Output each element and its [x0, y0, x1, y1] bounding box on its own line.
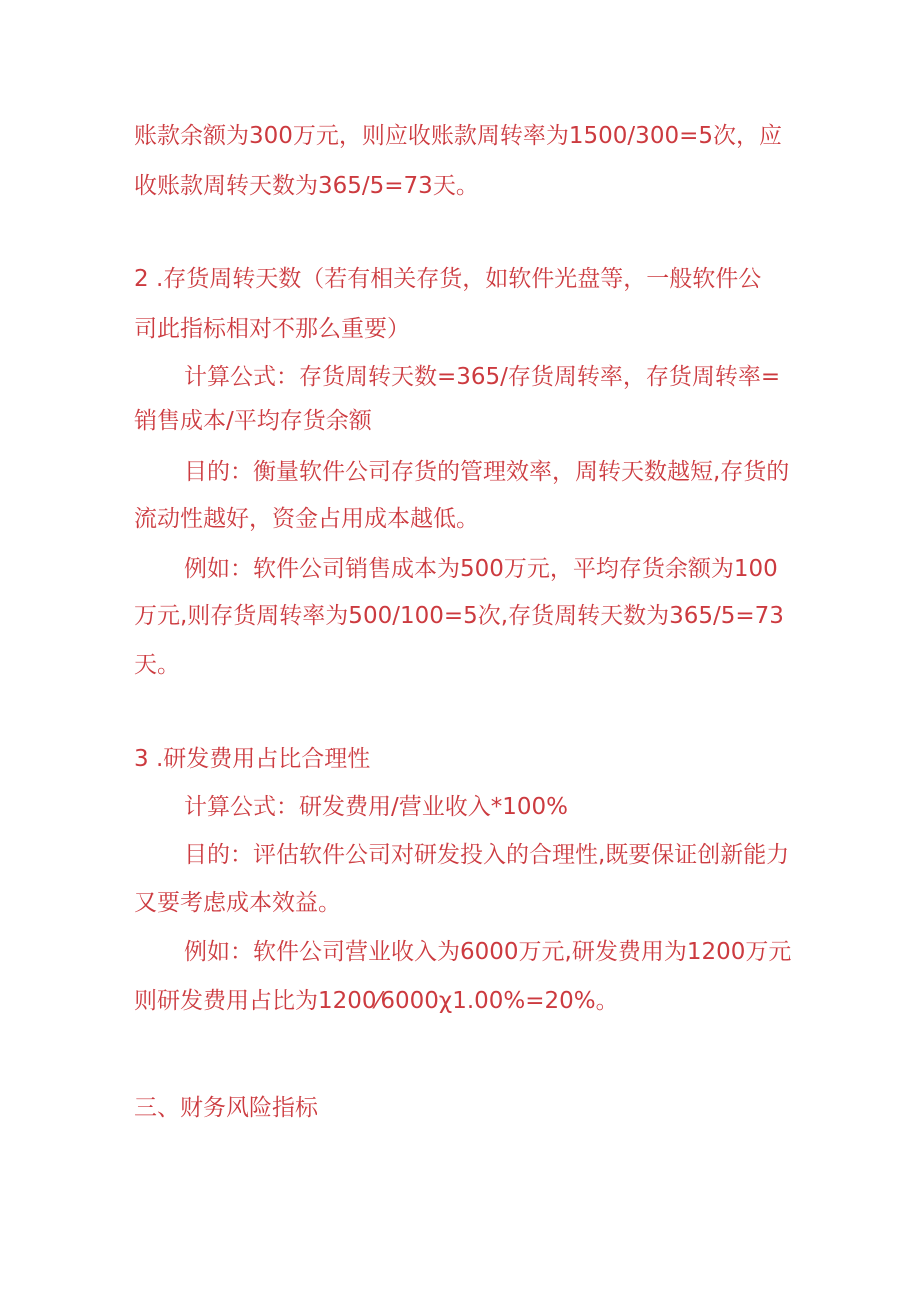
inventory-example-line-3: 天。 [134, 652, 180, 678]
receivables-example-line-1: 账款余额为300万元，则应收账款周转率为1500/300=5次，应 [134, 123, 782, 149]
rd-heading: 3 .研发费用占比合理性 [134, 746, 371, 772]
inventory-purpose-line-1: 目的：衡量软件公司存货的管理效率，周转天数越短,存货的 [184, 459, 790, 485]
receivables-example-line-2: 收账款周转天数为365/5=73天。 [134, 173, 479, 199]
rd-formula: 计算公式：研发费用/营业收入*100% [184, 794, 569, 820]
inventory-heading-line-1: 2 .存货周转天数（若有相关存货，如软件光盘等，一般软件公 [134, 266, 762, 292]
inventory-purpose-line-2: 流动性越好，资金占用成本越低。 [134, 506, 479, 532]
inventory-formula-line-2: 销售成本/平均存货余额 [134, 408, 372, 434]
inventory-example-line-1: 例如：软件公司销售成本为500万元，平均存货余额为100 [184, 556, 778, 582]
rd-purpose-line-2: 又要考虑成本效益。 [134, 890, 341, 916]
rd-example-line-2: 则研发费用占比为1200⁄6000χ1.00%=20%。 [134, 988, 619, 1014]
inventory-heading-line-2: 司此指标相对不那么重要） [134, 316, 410, 342]
inventory-example-line-2: 万元,则存货周转率为500/100=5次,存货周转天数为365/5=73 [134, 603, 784, 629]
rd-purpose-line-1: 目的：评估软件公司对研发投入的合理性,既要保证创新能力 [184, 842, 790, 868]
section-heading-financial-risk: 三、财务风险指标 [134, 1095, 318, 1121]
inventory-formula-line-1: 计算公式：存货周转天数=365/存货周转率，存货周转率= [184, 364, 781, 390]
rd-example-line-1: 例如：软件公司营业收入为6000万元,研发费用为1200万元 [184, 939, 792, 965]
